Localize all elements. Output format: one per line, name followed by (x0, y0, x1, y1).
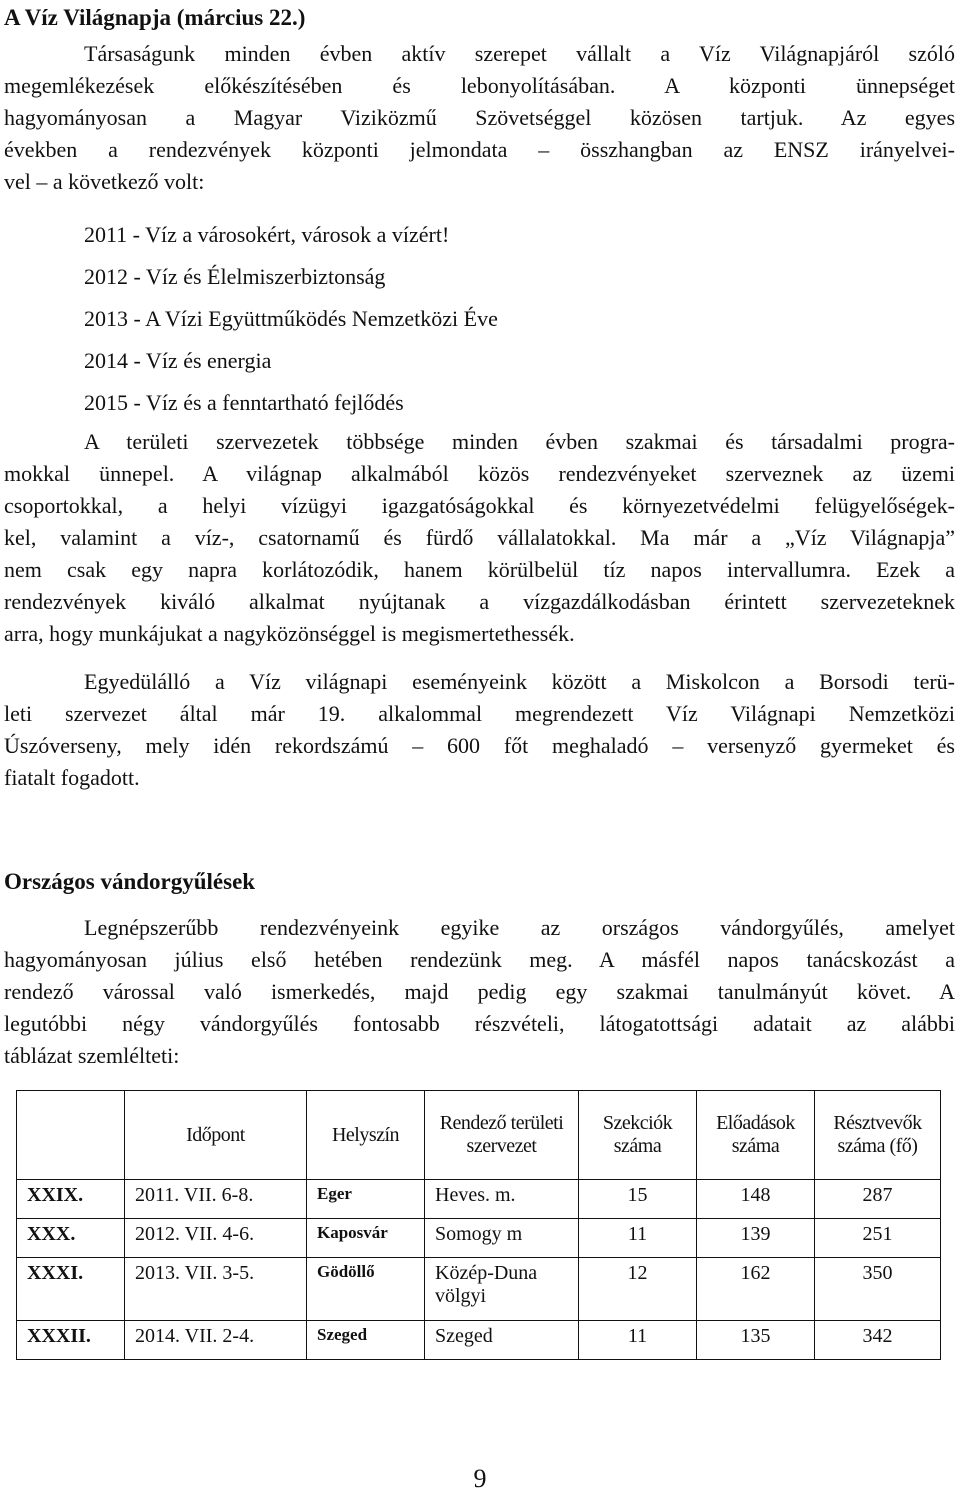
slogan-item: 2012 - Víz és Élelmiszerbiztonság (84, 264, 386, 289)
section-title-world-water-day: A Víz Világnapja (március 22.) (4, 5, 306, 30)
table-header: Rendező területi szervezet (425, 1091, 579, 1180)
text-line: megemlékezések előkészítésében és lebonyolításában. A központi ünnepséget (4, 73, 955, 98)
table-header: Szekciók száma (579, 1091, 697, 1180)
table-row (17, 1180, 941, 1219)
table-cell: Eger (307, 1180, 425, 1219)
table-header: Időpont (125, 1091, 307, 1180)
slogan-item: 2015 - Víz és a fenntartható fejlődés (84, 390, 404, 415)
assemblies-table (16, 1090, 941, 1360)
table-header: Helyszín (307, 1091, 425, 1180)
table-cell: 287 (815, 1180, 941, 1219)
table-cell: 342 (815, 1321, 941, 1360)
table-cell: Szeged (307, 1321, 425, 1360)
table-cell: 2013. VII. 3-5. (125, 1258, 307, 1321)
paragraph-intro (4, 38, 955, 198)
text-line: kel, valamint a víz-, csatornamű és fürdő vállalatokkal. Ma már a „Víz Világnapja” (4, 525, 955, 550)
table-row (17, 1321, 941, 1360)
table-cell: Heves. m. (425, 1180, 579, 1219)
paragraph-regional-events (4, 426, 955, 650)
text-line: Társaságunk minden évben aktív szerepet vállalt a Víz Világnapjáról szóló (84, 41, 955, 66)
section-title-national-assemblies: Országos vándorgyűlések (4, 869, 256, 894)
table-cell: 11 (579, 1321, 697, 1360)
text-line: rendezvények kiváló alkalmat nyújtanak a vízgazdálkodásban érintett szervezeteknek (4, 589, 955, 614)
text-line: csoportokkal, a helyi vízügyi igazgatóságokkal és környezetvédelmi felügyelőségek- (4, 493, 955, 518)
table-cell: Közép-Duna völgyi (425, 1258, 579, 1321)
table-cell: Kaposvár (307, 1219, 425, 1258)
paragraph-assemblies (4, 912, 955, 1072)
table-cell: XXX. (17, 1219, 125, 1258)
table-cell: Somogy m (425, 1219, 579, 1258)
text-line: fiatalt fogadott. (4, 765, 140, 790)
text-line: nem csak egy napra korlátozódik, hanem körülbelül tíz napos intervallumra. Ezek a (4, 557, 955, 582)
text-line: hagyományosan július első hetében rendezünk meg. A másfél napos tanácskozást a (4, 947, 955, 972)
text-line: Legnépszerűbb rendezvényeink egyike az országos vándorgyűlés, amelyet (84, 915, 955, 940)
text-line: rendező várossal való ismerkedés, majd pedig egy szakmai tanulmányút követ. A (4, 979, 955, 1004)
text-line: táblázat szemlélteti: (4, 1043, 180, 1068)
text-line: hagyományosan a Magyar Viziközmű Szövetséggel közösen tartjuk. Az egyes (4, 105, 955, 130)
table-cell: 2014. VII. 2-4. (125, 1321, 307, 1360)
page-number: 9 (473, 1464, 487, 1493)
slogan-list (84, 220, 498, 430)
table-cell: 350 (815, 1258, 941, 1321)
table-header-row (17, 1091, 941, 1180)
table-cell: 15 (579, 1180, 697, 1219)
text-line: leti szervezet által már 19. alkalommal megrendezett Víz Világnapi Nemzetközi (4, 701, 955, 726)
table-cell: Szeged (425, 1321, 579, 1360)
table-row (17, 1219, 941, 1258)
text-line: A területi szervezetek többsége minden évben szakmai és társadalmi progra- (84, 429, 955, 454)
text-line: mokkal ünnepel. A világnap alkalmából közös rendezvényeket szerveznek az üzemi (4, 461, 955, 486)
table-cell: 148 (697, 1180, 815, 1219)
table-header: Résztvevők száma (fő) (815, 1091, 941, 1180)
table-cell: 12 (579, 1258, 697, 1321)
text-line: Úszóverseny, mely idén rekordszámú – 600 főt meghaladó – versenyző gyermeket és (4, 733, 955, 758)
table-cell: 11 (579, 1219, 697, 1258)
table-header: Előadások száma (697, 1091, 815, 1180)
text-line: legutóbbi négy vándorgyűlés fontosabb részvételi, látogatottsági adatait az alábbi (4, 1011, 955, 1036)
table-cell: XXXII. (17, 1321, 125, 1360)
text-line: Egyedülálló a Víz világnapi eseményeink között a Miskolcon a Borsodi terü- (84, 669, 955, 694)
text-line: vel – a következő volt: (4, 169, 205, 194)
table-cell: 139 (697, 1219, 815, 1258)
paragraph-swimming-competition (4, 666, 955, 794)
table-cell: 251 (815, 1219, 941, 1258)
table-row (17, 1258, 941, 1321)
table-cell: Gödöllő (307, 1258, 425, 1321)
text-line: években a rendezvények központi jelmondata – összhangban az ENSZ irányelvei- (4, 137, 955, 162)
table-cell: 2012. VII. 4-6. (125, 1219, 307, 1258)
table-cell: 162 (697, 1258, 815, 1321)
table-cell: 135 (697, 1321, 815, 1360)
text-line: arra, hogy munkájukat a nagyközönséggel is megismertethessék. (4, 621, 575, 646)
table-header (17, 1091, 125, 1180)
slogan-item: 2013 - A Vízi Együttműködés Nemzetközi Éve (84, 306, 498, 331)
table-cell: XXXI. (17, 1258, 125, 1321)
slogan-item: 2014 - Víz és energia (84, 348, 272, 373)
table-cell: 2011. VII. 6-8. (125, 1180, 307, 1219)
table-cell: XXIX. (17, 1180, 125, 1219)
slogan-item: 2011 - Víz a városokért, városok a vízért! (84, 222, 450, 247)
